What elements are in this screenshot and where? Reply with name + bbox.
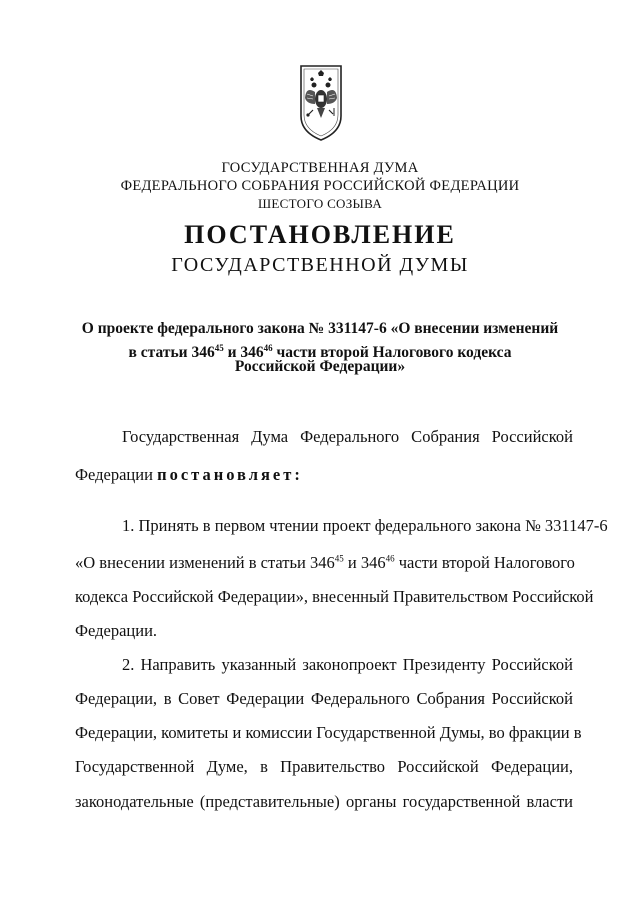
item2-line-4: Государственной Думе, в Правительство Российской Федерации, bbox=[75, 757, 573, 776]
header-line-duma: ГОСУДАРСТВЕННАЯ ДУМА bbox=[221, 160, 419, 176]
item2-line-3: Федерации, комитеты и комиссии Государственной Думы, во фракции в bbox=[75, 723, 582, 742]
item1-line-3: кодекса Российской Федерации», внесенный Правительством Российской bbox=[75, 587, 594, 606]
item1-line-1: 1. Принять в первом чтении проект федерального закона № 331147-6 bbox=[122, 516, 608, 535]
preamble-line-1: Государственная Дума Федерального Собрания Российской bbox=[122, 427, 573, 446]
document-title: ПОСТАНОВЛЕНИЕ bbox=[184, 220, 456, 249]
subject-line-2: в статьи $346^{45}$ и $346^{46}$ части второй Налогового кодекса bbox=[128, 343, 512, 362]
item2-line-1: 2. Направить указанный законопроект Президенту Российской bbox=[122, 655, 573, 674]
subject-line-3: Российской Федерации» bbox=[234, 358, 406, 375]
resolves-word: постановляет: bbox=[157, 465, 303, 484]
item1-line-2: «О внесении изменений в статьи $346^{45}$ и $346^{46}$ части второй Налогового bbox=[75, 553, 575, 572]
header-line-assembly: ФЕДЕРАЛЬНОГО СОБРАНИЯ РОССИЙСКОЙ ФЕДЕРАЦИИ bbox=[120, 178, 520, 194]
document-subtitle: ГОСУДАРСТВЕННОЙ ДУМЫ bbox=[171, 254, 469, 276]
coat-of-arms-emblem bbox=[298, 64, 344, 142]
item2-line-2: Федерации, в Совет Федерации Федерального Собрания Российской bbox=[75, 689, 573, 708]
header-line-convocation: ШЕСТОГО СОЗЫВА bbox=[257, 196, 383, 211]
subject-line-1: О проекте федерального закона № 331147-6 «О внесении изменений bbox=[81, 320, 559, 337]
preamble-line-2: Федерации постановляет: bbox=[75, 465, 303, 484]
item1-line-4: Федерации. bbox=[75, 621, 158, 640]
item2-line-5: законодательные (представительные) органы государственной власти bbox=[75, 792, 573, 811]
